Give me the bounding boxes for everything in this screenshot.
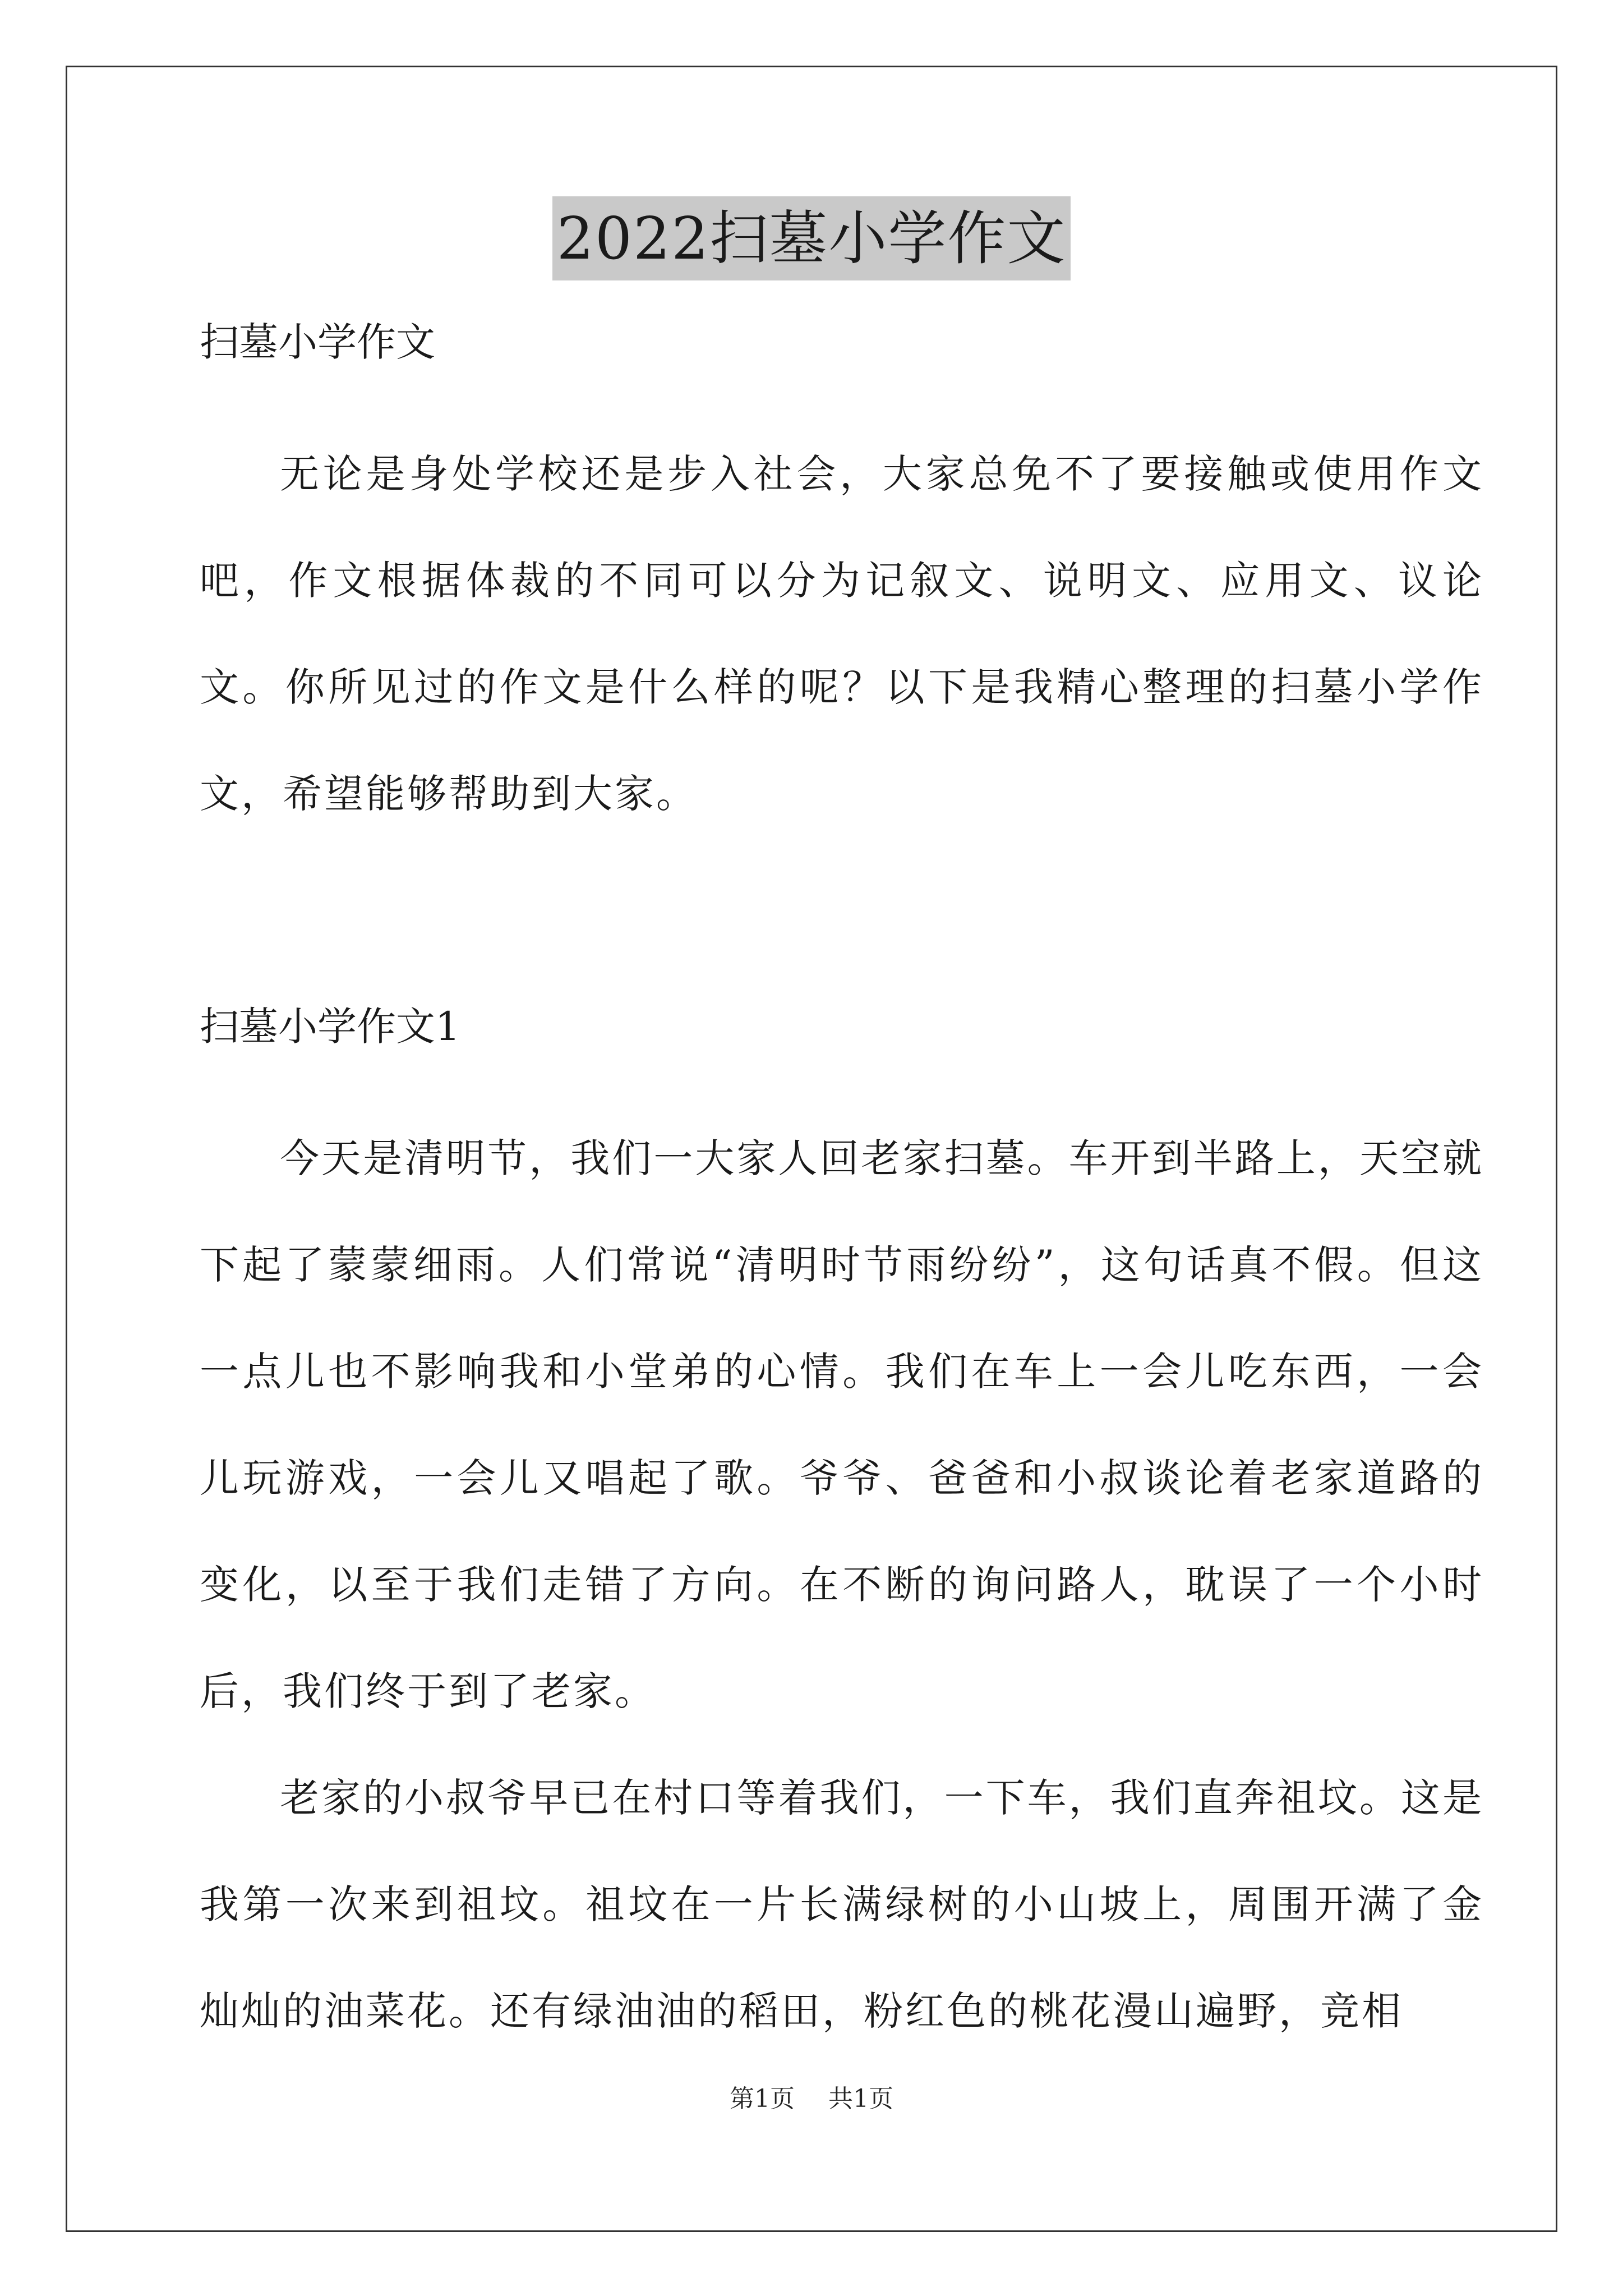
essay1-paragraph: 今天是清明节，我们一大家人回老家扫墓。车开到半路上，天空就下起了蒙蒙细雨。人们常说“清明时节雨纷纷”，这句话真不假。但这一点儿也不影响我和小堂弟的心情。我们在车上一会儿吃东西，一会儿玩游戏，一会儿又唱起了歌。爷爷、爸爸和小叔谈论着老家道路的变化，以至于我们走错了方向。在不断的询问路人，耽误了一个小时后，我们终于到了老家。	[200, 1135, 1484, 1714]
page-count: 共1页	[828, 2085, 893, 2113]
document-title: 2022扫墓小学作文	[552, 196, 1071, 280]
title-container	[0, 196, 1623, 280]
page-footer	[0, 2082, 1623, 2116]
document-body	[200, 314, 1484, 2064]
essay1-heading: 扫墓小学作文1	[200, 1004, 460, 1050]
page-number: 第1页	[730, 2085, 795, 2113]
essay1-paragraph: 老家的小叔爷早已在村口等着我们，一下车，我们直奔祖坟。这是我第一次来到祖坟。祖坟在一片长满绿树的小山坡上，周围开满了金灿灿的油菜花。还有绿油油的稻田，粉红色的桃花漫山遍野，竞相	[200, 1775, 1484, 2034]
intro-heading: 扫墓小学作文	[200, 319, 435, 365]
intro-paragraph: 无论是身处学校还是步入社会，大家总免不了要接触或使用作文吧，作文根据体裁的不同可以分为记叙文、说明文、应用文、议论文。你所见过的作文是什么样的呢？以下是我精心整理的扫墓小学作文，希望能够帮助到大家。	[200, 451, 1484, 817]
